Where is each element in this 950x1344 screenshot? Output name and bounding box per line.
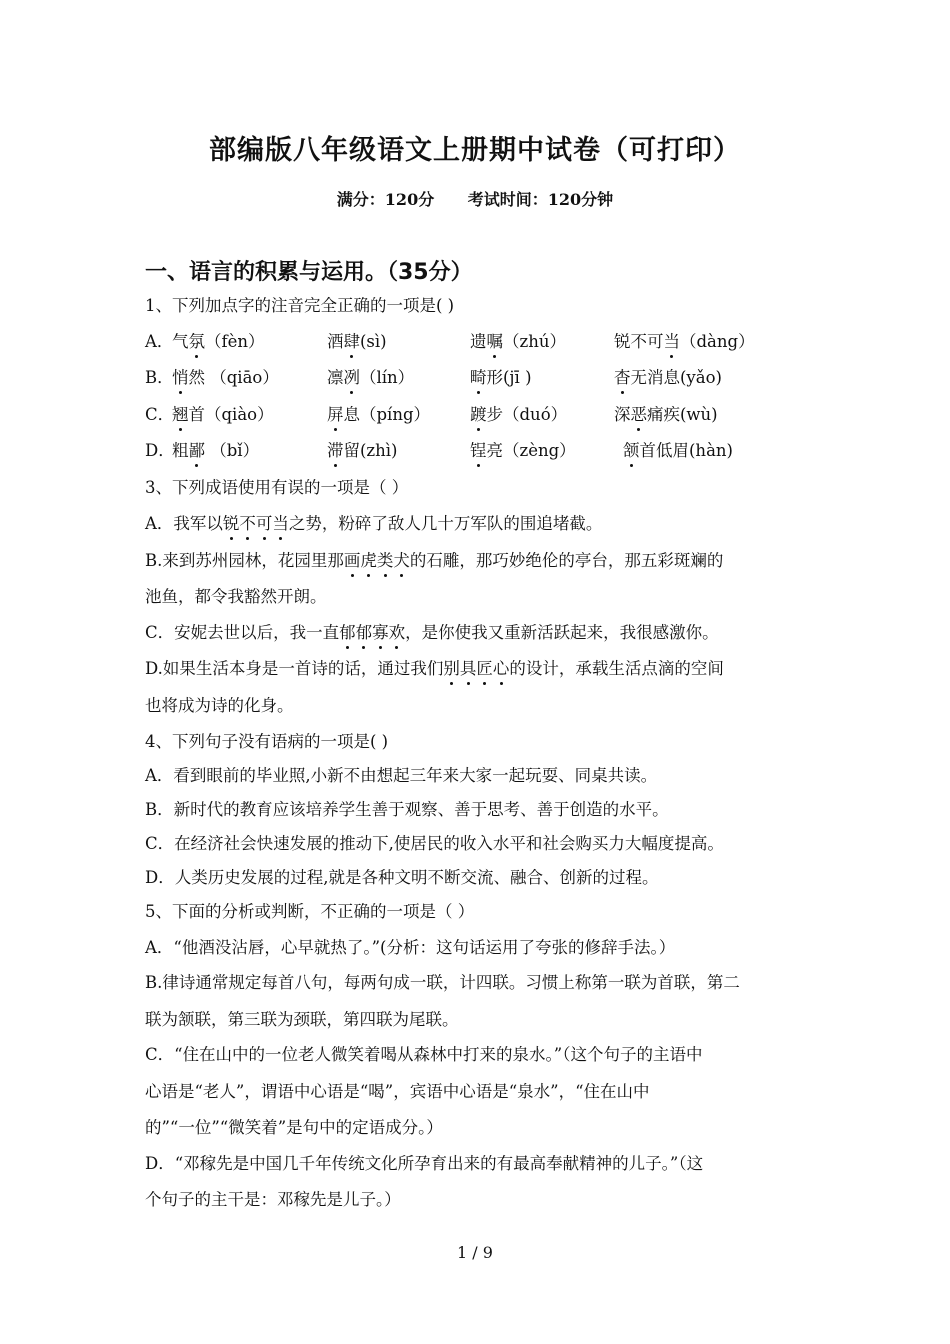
q1-option: 深恶痛疾(wù) [614,405,718,424]
q1-stem: 1、下列加点字的注音完全正确的一项是( ) [145,296,455,315]
dotted-char: 氛 [188,332,205,351]
q4-stem: 4、下列句子没有语病的一项是( ) [145,732,389,751]
q1-option: 畸形(jī ) [470,368,532,387]
dotted-char: 鄙 [188,441,205,460]
q1-option: 气氛（fèn） [172,332,265,351]
q1-row-label: B． [145,368,174,387]
q3-option-c: C．安妮去世以后，我一直郁郁寡欢，是你使我又重新活跃起来，我很感激你。 [145,623,719,642]
q5-option-c-cont2: 的”“一位”“微笑着”是句中的定语成分。） [145,1118,443,1137]
exam-info [0,187,950,210]
dotted-char: 踱 [470,405,487,424]
q1-option: 凛冽（lín） [327,368,415,387]
section-heading: 一、语言的积累与运用。（35分） [145,260,473,285]
dotted-char: 畸 [470,368,487,387]
page-number: 1 / 9 [457,1243,493,1262]
q1-option: 悄然 （qiāo） [172,368,279,387]
exam-time: 考试时间：120分钟 [467,190,614,209]
q3-option-a: A．我军以锐不可当之势，粉碎了敌人几十万军队的围追堵截。 [145,514,603,533]
q1-option: 屏息（píng） [327,405,431,424]
q5-option-d-cont: 个句子的主干是：邓稼先是儿子。） [145,1190,401,1209]
q1-option: 酒肆(sì) [327,332,387,351]
q1-option: 锐不可当（dàng） [614,332,755,351]
dotted-char: 冽 [343,368,360,387]
dotted-char: 锃 [470,441,487,460]
dotted-char: 翘 [172,405,189,424]
q3-option-b: B.来到苏州园林，花园里那画虎类犬的石雕，那巧妙绝伦的亭台，那五彩斑斓的 [145,551,724,570]
q1-row-label: A． [145,332,174,351]
q1-option: 颔首低眉(hàn) [623,441,733,460]
q1-option: 滞留(zhì) [327,441,398,460]
dotted-char: 杳 [614,368,631,387]
q3-option-d-cont: 也将成为诗的化身。 [145,696,294,715]
q1-option: 粗鄙 （bǐ） [172,441,260,460]
q4-option-a: A．看到眼前的毕业照,小新不由想起三年来大家一起玩耍、同桌共读。 [145,766,658,785]
q1-row-label: D． [145,441,175,460]
q4-option-b: B．新时代的教育应该培养学生善于观察、善于思考、善于创造的水平。 [145,800,669,819]
dotted-char: 滞 [327,441,344,460]
dotted-char: 恶 [630,405,647,424]
dotted-char: 颔 [623,441,640,460]
q1-option: 遗嘱（zhú） [470,332,566,351]
page-title: 部编版八年级语文上册期中试卷（可打印） [209,135,741,166]
q5-option-a: A．“他酒没沾唇，心早就热了。”(分析：这句话运用了夸张的修辞手法。） [145,938,676,957]
q3-stem: 3、下列成语使用有误的一项是（ ） [145,478,409,497]
dotted-char: 屏 [327,405,344,424]
q5-option-d: D．“邓稼先是中国几千年传统文化所孕育出来的有最高奉献精神的儿子。”（这 [145,1154,704,1173]
dotted-char: 肆 [343,332,360,351]
q5-stem: 5、下面的分析或判断，不正确的一项是（ ） [145,902,475,921]
dotted-char: 嘱 [486,332,503,351]
q5-option-b: B.律诗通常规定每首八句，每两句成一联，计四联。习惯上称第一联为首联，第二 [145,973,740,992]
dotted-char: 当 [663,332,680,351]
q4-option-d: D．人类历史发展的过程,就是各种文明不断交流、融合、创新的过程。 [145,868,659,887]
q1-option: 踱步（duó） [470,405,568,424]
q4-option-c: C．在经济社会快速发展的推动下,使居民的收入水平和社会购买力大幅度提高。 [145,834,724,853]
q1-option: 翘首（qiào） [172,405,274,424]
q3-option-d: D.如果生活本身是一首诗的话，通过我们别具匠心的设计，承载生活点滴的空间 [145,659,724,678]
dotted-char: 悄 [172,368,189,387]
q3-option-b-cont: 池鱼，都令我豁然开朗。 [145,587,327,606]
q1-option: 杳无消息(yǎo) [614,368,722,387]
q1-row-label: C． [145,405,175,424]
q1-option: 锃亮（zèng） [470,441,576,460]
full-score: 满分：120分 [336,190,435,209]
q5-option-c: C．“住在山中的一位老人微笑着喝从森林中打来的泉水。”（这个句子的主语中 [145,1045,703,1064]
q5-option-b-cont: 联为颔联，第三联为颈联，第四联为尾联。 [145,1010,459,1029]
q5-option-c-cont: 心语是“老人”，谓语中心语是“喝”，宾语中心语是“泉水”，“住在山中 [145,1082,650,1101]
